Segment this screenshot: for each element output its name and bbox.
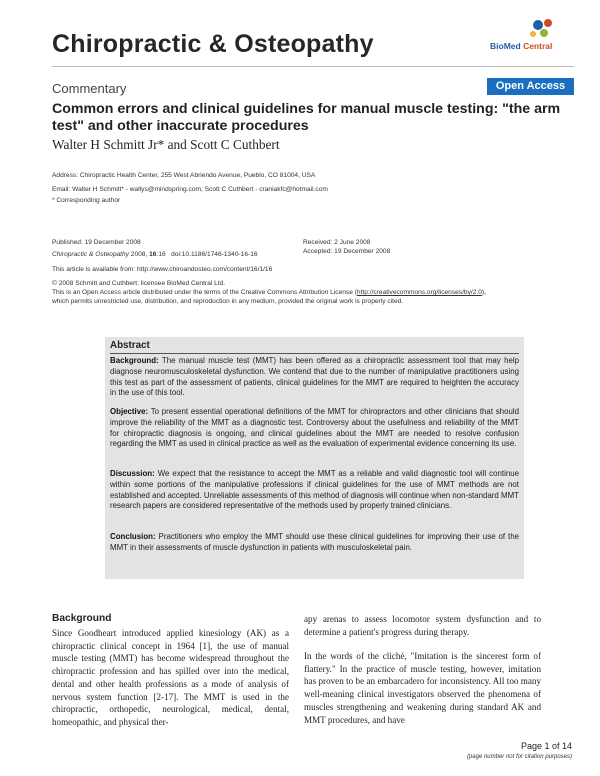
corresponding-author-note: * Corresponding author xyxy=(52,197,121,204)
background-heading: Background xyxy=(52,613,112,624)
publisher-logo-text: BioMed Central xyxy=(490,41,553,51)
body-column-2-para-1: apy arenas to assess locomotor system dysfunction and to determine a patient's progress during therapy. xyxy=(304,614,541,637)
author-address: Address: Chiropractic Health Center, 255 West Abriendo Avenue, Pueblo, CO 81004, USA xyxy=(52,172,316,179)
header-rule xyxy=(52,66,574,67)
accepted-date: Accepted: 19 December 2008 xyxy=(303,248,391,255)
article-url[interactable]: This article is available from: http://www.chiroandosteo.com/content/16/1/16 xyxy=(52,266,273,273)
license-link[interactable]: http://creativecommons.org/licenses/by/2.0 xyxy=(356,289,482,296)
abstract-divider xyxy=(110,353,519,354)
page-number: Page 1 of 14 xyxy=(520,741,572,751)
journal-title: Chiropractic & Osteopathy xyxy=(52,30,374,58)
page-number-note: (page number not for citation purposes) xyxy=(466,754,572,760)
abstract-heading: Abstract xyxy=(110,340,150,351)
article-type: Commentary xyxy=(52,81,127,96)
open-access-badge[interactable]: Open Access xyxy=(487,78,574,95)
body-column-1: Since Goodheart introduced applied kinesiology (AK) as a chiropractic clinical concept in 1964 [1], the use of manual muscle testing (MMT) has become widespread throughout the chiropractic profession and has spilled over into the medical, dental and other health professions as a mode of analysis of nervous system function [2-17]. The MMT is used in the chiropractic, orthopedic, neurological, medical, dental, homeopathic, and physical ther- xyxy=(52,628,289,727)
article-title: Common errors and clinical guidelines for manual muscle testing: "the arm test" and other inaccurate procedures xyxy=(52,101,561,134)
article-authors: Walter H Schmitt Jr* and Scott C Cuthbert xyxy=(52,137,280,152)
abstract-conclusion: Conclusion: Practitioners who employ the MMT should use these clinical guidelines for improving their use of the MMT in their assessments of muscle dysfunction in patients with musculoskeletal pain. xyxy=(110,532,519,552)
license-line: This is an Open Access article distributed under the terms of the Creative Commons Attribution License (http://creativecommons.org/licenses/by/2.0), xyxy=(52,289,486,296)
publisher-logo xyxy=(490,17,560,57)
abstract-background: Background: The manual muscle test (MMT) has been offered as a chiropractic assessment tool that may help diagnose neuromusculoskeletal dysfunction. We contend that due to the number of manipulative practitioners using this test as part of the assessment of patients, clinical guidelines for the MMT are required to heighten the accuracy in the use of this tool. xyxy=(110,356,519,398)
abstract-box xyxy=(105,337,524,579)
copyright-line: © 2008 Schmitt and Cuthbert; licensee BioMed Central Ltd. xyxy=(52,280,226,287)
citation-line: Chiropractic & Osteopathy 2008, 16:16 doi:10.1186/1746-1340-16-16 xyxy=(52,251,258,258)
abstract-objective: Objective: To present essential operational definitions of the MMT for chiropractors and other clinicians that should improve the reliability of the MMT as a diagnostic test. Controversy about the usefulness and reliability of the MMT for chiropractic diagnosis is ongoing, and clinical guidelines about the MMT are needed to resolve confusion regarding the MMT as used in clinical practice as well as the evaluation of experimental evidence concerning its use. xyxy=(110,407,519,449)
published-date: Published: 19 December 2008 xyxy=(52,239,141,246)
body-column-2-para-2: In the words of the cliché, "Imitation is the sincerest form of flattery." In the practice of muscle testing, however, imitation has proven to be an embarcadero for inconsistency. All too many well-meaning clinical investigators observed the phenomena of muscles strengthening and weakening during standard AK and MMT procedures, and have xyxy=(304,651,541,725)
license-line-2: which permits unrestricted use, distribution, and reproduction in any medium, provided the original work is properly cited. xyxy=(52,298,404,305)
author-emails: Email: Walter H Schmitt* - wallys@mindspring.com; Scott C Cuthbert - craniakfc@hotmail.com xyxy=(52,186,328,193)
received-date: Received: 2 June 2008 xyxy=(303,239,371,246)
abstract-discussion: Discussion: We expect that the resistance to accept the MMT as a reliable and valid diagnostic tool will continue within some portions of the manipulative professions if clinical guidelines for the use of MMT methods are not established and accepted. Unreliable assessments of this method of diagnosis will continue when non-standard MMT research papers are considered representative of the methods used by properly trained clinicians. xyxy=(110,469,519,511)
biomed-central-logo-icon xyxy=(490,17,560,43)
